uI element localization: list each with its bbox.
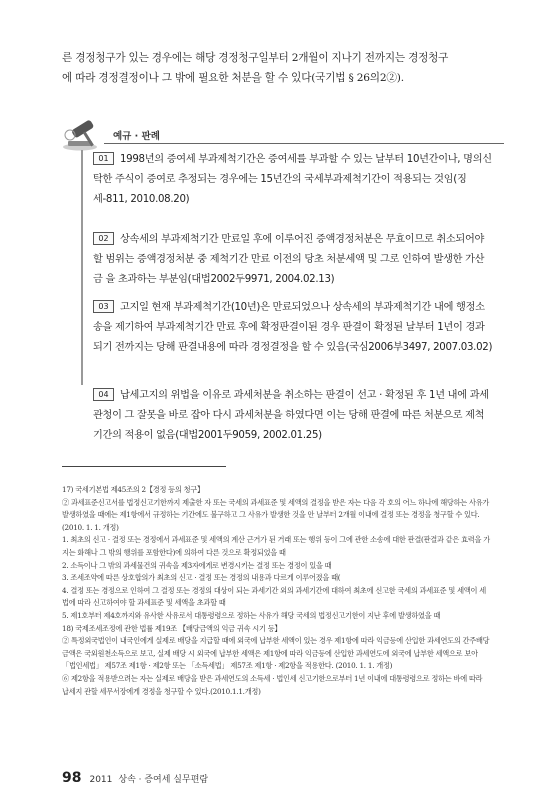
case-number: 04 [93,388,114,401]
case-number: 02 [93,232,114,245]
footnote-line: 3. 조세조약에 따른 상호합의가 최초의 신고 · 결정 또는 경정의 내용과 다르게 이루어졌을 때( [62,573,341,583]
section-divider [104,143,504,144]
case-text: 납세고지의 위법을 이유로 과세처분을 취소하는 판결이 선고 · 확정된 후 1년 내에 과세관청이 그 잘못을 바로 잡아 다시 과세처분을 하였다면 이는 당해 판결에 따른 처분으로 제척기간의 적용이 없음(대법2001두9059, 2002.01.25) [93,390,489,441]
footnotes [62,484,490,698]
footnote-line: ⑥ 제2항을 적용받으려는 자는 실제로 배당을 받은 과세연도의 소득세 · 법인세 신고기한으로부터 1년 이내에 대통령령으로 정하는 바에 따라 납세지 관할 세무서장에게 경정을 청구할 수 있다.(2010.1.1.개정) [62,673,483,696]
footnote-line: 1. 최초의 신고 · 결정 또는 경정에서 과세표준 및 세액의 계산 근거가 된 거래 또는 행위 등이 그에 관한 소송에 대한 판결(판결과 같은 효력을 가지는 화해나 그 밖의 행위를 포함한다)에 의하여 다른 것으로 확정되었을 때 [62,535,490,557]
case-item [93,298,493,358]
page-number: 98 [62,770,82,786]
case-item [93,150,493,210]
case-text: 상속세의 부과제척기간 만료일 후에 이루어진 증액경정처분은 무효이므로 취소되어야 할 범위는 증액경정처분 중 제척기간 만료 이전의 당초 처분세액 및 그로 인하여 발생한 가산금 을 초과하는 부분임(대법2002두9971, 2004.02.13) [93,234,485,285]
case-text: 1998년의 증여세 부과제척기간은 증여세를 부과할 수 있는 날부터 10년간이나, 명의신탁한 주식이 증여로 추정되는 경우에는 15년간의 국세부과제척기간이 적용되는 것임(징세-811, 2010.08.20) [93,154,492,205]
intro-paragraph [62,48,492,88]
intro-line-1: 른 경정청구가 있는 경우에는 해당 경정청구일부터 2개월이 지나기 전까지는 경정청구 [62,52,449,64]
case-number: 03 [93,300,114,313]
footnote-line: 2. 소득이나 그 밖의 과세물건의 귀속을 제3자에게로 변경시키는 결정 또는 경정이 있을 때 [62,560,332,570]
footnote-divider [62,466,226,467]
intro-line-2: 에 따라 경정결정이나 그 밖에 필요한 처분을 할 수 있다(국기법 § 26의2②). [62,72,404,84]
footnote-line: 18) 국제조세조정에 관한 법률 제19조 【배당금액의 익금 귀속 시기 등】 [62,623,282,633]
gavel-icon [60,117,108,153]
footnote-line: ② 과세표준신고서를 법정신고기한까지 제출한 자 또는 국세의 과세표준 및 세액의 결정을 받은 자는 다음 각 호의 어느 하나에 해당하는 사유가 발생하였을 때에는 제1항에서 규정하는 기간에도 불구하고 그 사유가 발생한 것을 안 날부터 2개월 이내에 결정 또는 경정을 청구할 수 있다. (2010. 1. 1. 개정) [62,497,490,532]
footer-year: 2011 [89,775,113,785]
footnote-line: 4. 결정 또는 경정으로 인하여 그 결정 또는 경정의 대상이 되는 과세기간 외의 과세기간에 대하여 최초에 신고한 국세의 과세표준 및 세액이 세법에 따라 신고하여야 할 과세표준 및 세액을 초과할 때 [62,585,486,608]
case-number: 01 [93,152,114,165]
case-item [93,386,493,446]
footnote-line: 17) 국세기본법 제45조의 2【경정 등의 청구】 [62,485,204,494]
footnote-line: ② 특정외국법인이 내국인에게 실제로 배당을 지급할 때에 외국에 납부한 세액이 있는 경우 제1항에 따라 익금등에 산입한 과세연도의 간주배당금액은 국외원천소득으로 보고, 실제 배당 시 외국에 납부한 세액은 제1항에 따라 익금등에 산입한 과세연도에 외국에 납부한 세액으로 보아 「법인세법」 제57조 제1항 · 제2항 또는 「소득세법」 제57조 제1항 · 제2항을 적용한다. (2010. 1. 1. 개정) [62,636,490,671]
footnote-line: 5. 제1호부터 제4호까지와 유사한 사유로서 대통령령으로 정하는 사유가 해당 국세의 법정신고기한이 지난 후에 발생하였을 때 [62,610,441,620]
footer-book-title: 상속 · 증여세 실무편람 [118,775,209,785]
section-label: 예규 · 판례 [113,131,160,142]
section-side-rule [81,150,83,385]
case-item [93,230,493,290]
page-footer [62,770,208,786]
case-text: 고지일 현재 부과제척기간(10년)은 만료되었으나 상속세의 부과제척기간 내에 행정소송을 제기하여 부과제척기간 만료 후에 확정판결이된 경우 판결이 확정된 날부터 1년이 경과되기 전까지는 당해 판결내용에 따라 경정결정을 할 수 있음(국심2006부3497, 2007.03.02) [93,302,493,353]
